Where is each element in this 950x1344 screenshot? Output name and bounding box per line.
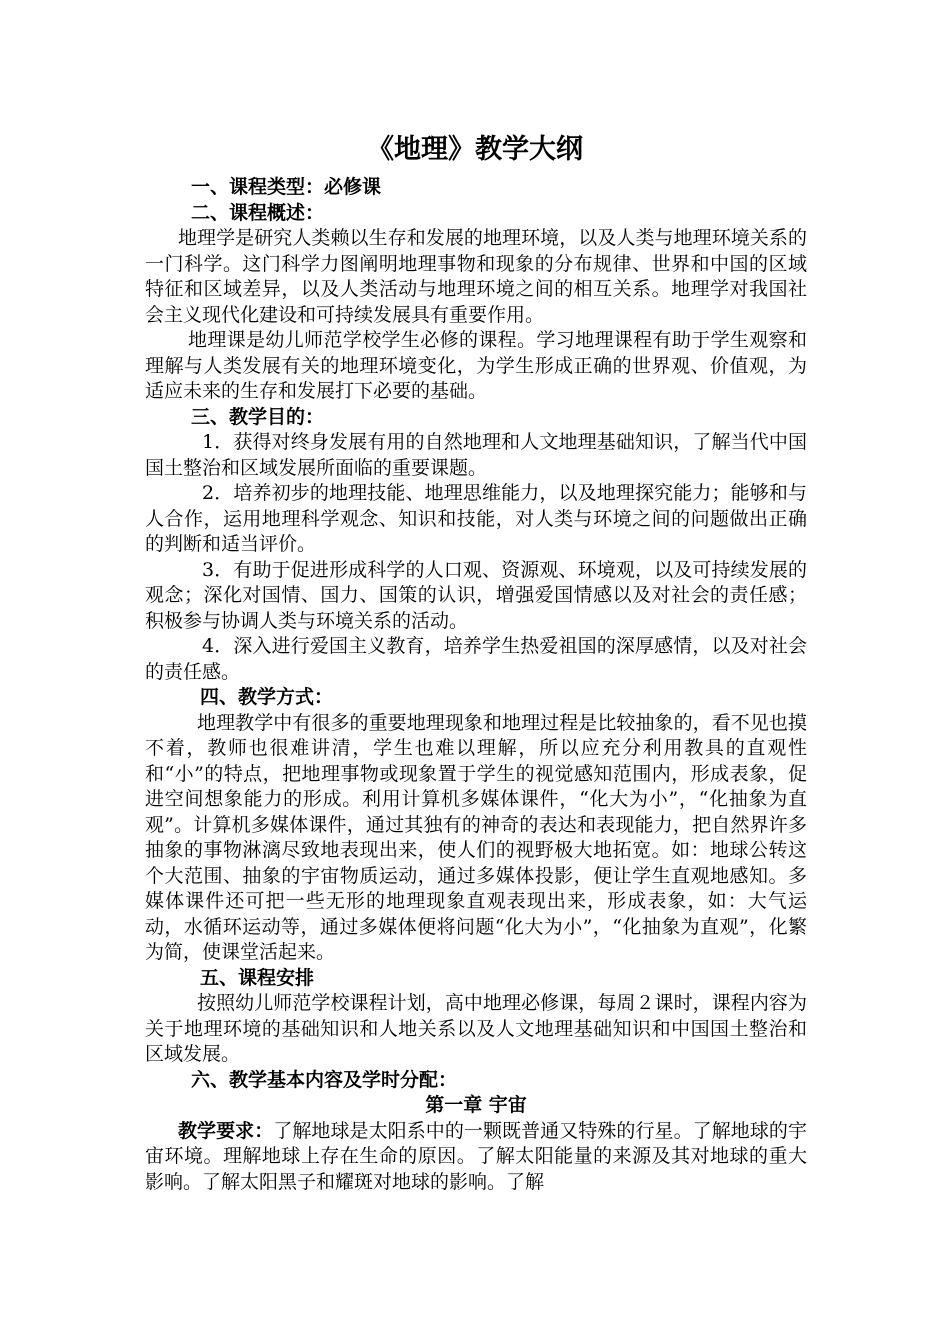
document-body — [145, 175, 807, 1195]
chapter-1-requirements — [145, 1119, 807, 1196]
section-heading-objectives: 三、教学目的： — [191, 405, 325, 428]
section-heading-course-arrangement: 五、课程安排 — [200, 966, 315, 989]
overview-paragraph-2: 地理课是幼儿师范学校学生必修的课程。学习地理课程有助于学生观察和理解与人类发展有关的地理环境变化，为学生形成正确的世界观、价值观，为适应未来的生存和发展打下必要的基础。 — [145, 329, 807, 402]
requirements-label: 教学要求： — [178, 1119, 274, 1142]
section-heading-overview: 二、课程概述： — [191, 201, 325, 224]
teaching-methods-paragraph: 地理教学中有很多的重要地理现象和地理过程是比较抽象的，看不见也摸不着，教师也很难讲清，学生也难以理解，所以应充分利用教具的直观性和“小”的特点，把地理事物或现象置于学生的视觉感知范围内，形成表象，促进空间想象能力的形成。利用计算机多媒体课件，“化大为小”，“化抽象为直观”。计算机多媒体课件，通过其独有的神奇的表达和表现能力，把自然界许多抽象的事物淋漓尽致地表现出来，使人们的视野极大地拓宽。如：地球公转这个大范围、抽象的宇宙物质运动，通过多媒体投影，便让学生直观地感知。多媒体课件还可把一些无形的地理现象直观表现出来，形成表象，如：大气运动，水循环运动等，通过多媒体便将问题“化大为小”，“化抽象为直观”，化繁为简，使课堂活起来。 — [145, 711, 807, 963]
objective-item-2: 2．培养初步的地理技能、地理思维能力，以及地理探究能力；能够和与人合作，运用地理科学观念、知识和技能，对人类与环境之间的问题做出正确的判断和适当评价。 — [145, 482, 807, 555]
course-arrangement-paragraph: 按照幼儿师范学校课程计划，高中地理必修课，每周２课时，课程内容为关于地理环境的基础知识和人地关系以及人文地理基础知识和中国国土整治和区域发展。 — [145, 992, 807, 1065]
objective-item-4: 4．深入进行爱国主义教育，培养学生热爱祖国的深厚感情，以及对社会的责任感。 — [145, 635, 807, 683]
requirements-text: 了解地球是太阳系中的一颗既普通又特殊的行星。了解地球的宇宙环境。理解地球上存在生命的原因。了解太阳能量的来源及其对地球的重大影响。了解太阳黑子和耀斑对地球的影响。了解 — [145, 1119, 807, 1193]
objective-item-3: 3．有助于促进形成科学的人口观、资源观、环境观，以及可持续发展的观念；深化对国情、国力、国策的认识，增强爱国情感以及对社会的责任感；积极参与协调人类与环境关系的活动。 — [145, 558, 807, 632]
section-heading-teaching-methods: 四、教学方式： — [200, 686, 334, 708]
document-title: 《地理》教学大纲 — [367, 134, 583, 165]
section-heading-content-hours: 六、教学基本内容及学时分配： — [191, 1068, 458, 1091]
section-heading-course-type: 一、课程类型：必修课 — [191, 176, 382, 198]
objective-item-1: 1．获得对终身发展有用的自然地理和人文地理基础知识，了解当代中国国土整治和区域发展所面临的重要课题。 — [145, 431, 807, 479]
chapter-heading-1: 第一章 宇宙 — [425, 1094, 527, 1116]
overview-paragraph-1: 地理学是研究人类赖以生存和发展的地理环境，以及人类与地理环境关系的一门科学。这门科学力图阐明地理事物和现象的分布规律、世界和中国的区域特征和区域差异，以及人类活动与地理环境之间的相互关系。地理学对我国社会主义现代化建设和可持续发展具有重要作用。 — [145, 227, 807, 326]
